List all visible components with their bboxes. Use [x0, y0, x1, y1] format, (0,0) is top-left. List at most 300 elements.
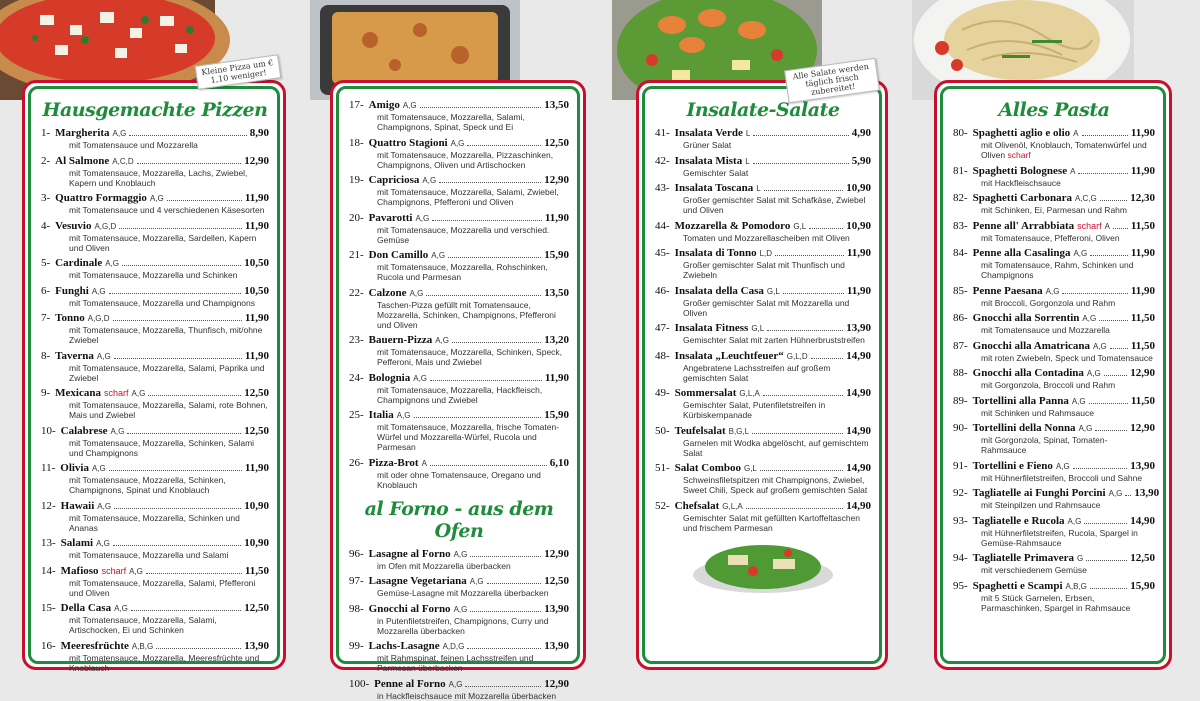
item-name: Al Salmone	[55, 154, 110, 167]
dot-leader	[470, 556, 541, 557]
item-name: Bolognia	[368, 371, 411, 384]
item-price: 12,90	[544, 174, 569, 186]
item-number: 93-	[953, 514, 968, 527]
item-name: Penne Paesana	[972, 284, 1043, 297]
item-price: 12,50	[244, 424, 269, 437]
menu-item-row	[953, 395, 1155, 408]
item-name: Insalata Toscana	[674, 182, 754, 194]
item-number: 1-	[41, 127, 51, 139]
menu-item	[655, 425, 871, 458]
dot-leader	[1125, 495, 1131, 496]
allergen-codes: A,G	[1086, 369, 1101, 378]
spicy-label: scharf	[1077, 220, 1102, 231]
item-description	[953, 380, 1155, 390]
item-price: 11,90	[544, 211, 569, 224]
dot-leader	[783, 293, 844, 294]
menu-item-row	[41, 462, 269, 475]
dot-leader	[1062, 293, 1127, 294]
dot-leader	[430, 380, 542, 381]
menu-item	[41, 387, 269, 420]
item-price: 10,50	[244, 284, 269, 297]
item-number: 48-	[655, 349, 670, 362]
item-number: 26-	[349, 456, 364, 469]
item-price: 11,90	[1130, 164, 1155, 177]
item-description	[41, 615, 269, 635]
item-description-text: mit Hühnerfiletstreifen, Rucola, Spargel in Gemüse-Rahmsauce	[981, 527, 1138, 548]
item-price: 12,90	[544, 677, 569, 690]
menu-item-row	[349, 99, 569, 112]
menu-item	[953, 127, 1155, 160]
menu-item-row	[41, 500, 269, 513]
item-description	[655, 298, 871, 318]
item-number: 25-	[349, 409, 364, 421]
item-price: 11,50	[1130, 312, 1155, 324]
item-name: Don Camillo	[368, 249, 429, 261]
menu-item-row	[41, 537, 269, 550]
item-price: 10,90	[244, 537, 269, 549]
allergen-codes: A,G	[114, 604, 128, 613]
menu-item	[655, 220, 871, 243]
dot-leader	[767, 330, 843, 331]
item-description-text: mit Steinpilzen und Rahmsauce	[981, 500, 1101, 510]
item-name: Lachs-Lasagne	[368, 640, 440, 652]
menu-item	[953, 285, 1155, 308]
item-name: Salat Comboo	[674, 462, 741, 474]
item-price: 13,90	[846, 322, 871, 334]
item-description-text: mit oder ohne Tomatensauce, Oregano und Knoblauch	[377, 469, 541, 490]
item-name: Italia	[368, 409, 394, 421]
menu-item	[655, 322, 871, 345]
menu-item-row	[953, 220, 1155, 233]
item-price: 11,90	[846, 247, 871, 259]
item-description-text: mit 5 Stück Garnelen, Erbsen, Parmaschinken, Spargel in Rahmsauce	[981, 592, 1131, 613]
item-name: Tagliatelle e Rucola	[972, 514, 1065, 527]
dot-leader	[775, 255, 844, 256]
item-description-text: mit Tomatensauce, Mozzarella, Sardellen, Kapern und Oliven	[69, 232, 257, 253]
allergen-codes: A,G	[1108, 489, 1123, 498]
item-name: Penne all' Arrabbiata	[972, 219, 1075, 232]
menu-item-row	[953, 515, 1155, 528]
item-description-text: mit Tomatensauce, Mozzarella, Salami, rote Bohnen, Mais und Zwiebel	[69, 400, 268, 420]
menu-item	[349, 99, 569, 132]
item-number: 43-	[655, 182, 670, 194]
item-price: 14,90	[1130, 514, 1155, 527]
menu-item	[349, 287, 569, 330]
panel-salate	[636, 80, 888, 670]
dot-leader	[426, 295, 541, 296]
menu-item-row	[41, 220, 269, 233]
menu-item-row	[349, 409, 569, 422]
item-number: 83-	[953, 219, 968, 232]
item-description	[349, 112, 569, 132]
dot-leader	[487, 583, 542, 584]
item-description-text: mit Tomatensauce und Mozzarella	[69, 140, 198, 150]
dot-leader	[467, 648, 541, 649]
item-price: 14,90	[846, 424, 871, 437]
dot-leader	[167, 200, 242, 201]
item-price: 13,50	[544, 286, 569, 299]
dot-leader	[1090, 588, 1127, 589]
panel-pizzen	[22, 80, 286, 673]
item-description-text: mit Olivenöl, Knoblauch, Tomatenwürfel und Oliven	[981, 140, 1147, 160]
item-price: 15,90	[1130, 579, 1155, 592]
item-description	[349, 150, 569, 170]
item-description	[655, 168, 871, 178]
menu-item	[655, 155, 871, 178]
dot-leader	[114, 508, 241, 509]
allergen-codes: A,G	[91, 286, 106, 296]
menu-item	[349, 678, 569, 701]
item-price: 11,90	[1130, 284, 1155, 297]
allergen-codes: A,G	[413, 373, 428, 383]
item-description	[41, 325, 269, 345]
item-price: 11,90	[244, 312, 269, 324]
menu-item	[349, 640, 569, 673]
allergen-codes: A,G	[105, 259, 120, 268]
item-number: 85-	[953, 284, 968, 297]
item-price: 12,50	[1130, 552, 1155, 564]
item-price: 12,30	[1130, 192, 1155, 204]
allergen-codes: G,L	[751, 324, 765, 333]
item-name: Cardinale	[55, 257, 103, 269]
item-description-text: mit Tomatensauce, Mozzarella, Hackfleisch, Champignons und Zwiebel	[377, 384, 543, 405]
item-price: 15,90	[544, 409, 569, 421]
item-description	[349, 470, 569, 490]
dot-leader	[439, 182, 541, 183]
item-description-text: Gemischter Salat	[683, 167, 749, 178]
item-description	[953, 205, 1155, 215]
item-name: Vesuvio	[55, 219, 92, 232]
dot-leader	[420, 107, 542, 108]
item-description-text: mit Tomatensauce und 4 verschiedenen Käsesorten	[69, 205, 265, 215]
menu-item	[655, 182, 871, 215]
dot-leader	[760, 470, 843, 471]
menu-item	[349, 334, 569, 367]
item-description	[953, 408, 1155, 418]
menu-item-row	[655, 425, 871, 438]
item-number: 42-	[655, 154, 670, 167]
allergen-codes: B,G,L	[728, 426, 750, 436]
item-name: Penne al Forno	[374, 677, 446, 690]
item-name: Bauern-Pizza	[368, 334, 433, 346]
item-name: Tortellini alla Panna	[972, 394, 1069, 407]
item-name: Gnocchi alla Sorrentin	[972, 312, 1080, 324]
menu-item	[349, 212, 569, 245]
item-number: 81-	[953, 164, 968, 177]
item-name: Insalata Fitness	[674, 322, 749, 334]
item-description	[349, 653, 569, 673]
menu-item	[41, 565, 269, 598]
menu-item-row	[41, 285, 269, 298]
dot-leader	[1113, 228, 1128, 229]
menu-item-row	[41, 155, 269, 168]
menu-item-row	[655, 127, 871, 140]
item-description	[349, 616, 569, 636]
item-name: Taverna	[55, 349, 94, 362]
item-description-text: im Ofen mit Mozzarella überbacken	[377, 560, 511, 571]
menu-item-row	[349, 287, 569, 300]
panel-pasta	[934, 80, 1172, 670]
item-number: 91-	[953, 459, 968, 472]
item-name: Sommersalat	[674, 387, 737, 399]
item-price: 14,90	[846, 462, 871, 474]
menu-item	[953, 165, 1155, 188]
item-description	[41, 653, 269, 673]
item-number: 9-	[41, 387, 51, 399]
panel-pizzen-forno	[330, 80, 586, 701]
item-price: 11,90	[244, 192, 269, 204]
item-number: 18-	[349, 136, 364, 149]
menu-item	[41, 312, 269, 345]
item-price: 13,50	[544, 99, 569, 111]
forno-heading: al Forno - aus dem Ofen	[364, 497, 554, 542]
dot-leader	[809, 228, 843, 229]
item-price: 5,90	[851, 154, 871, 167]
dot-leader	[1078, 173, 1127, 174]
allergen-codes: G,L	[743, 464, 757, 473]
menu-item	[349, 174, 569, 207]
dot-leader	[452, 342, 541, 343]
item-number: 87-	[953, 339, 968, 352]
item-description-text: in Putenfiletstreifen, Champignons, Curry und Mozzarella überbacken	[377, 615, 549, 636]
item-description-text: Schweinsfiletspitzen mit Champignons, Zwiebel, Sweet Chili, Speck auf großem gemischten Salat	[683, 475, 868, 495]
allergen-codes: A,G	[469, 577, 484, 586]
item-number: 99-	[349, 640, 364, 652]
allergen-codes: A,G	[409, 288, 424, 298]
forno-list	[349, 548, 569, 701]
item-description-text: mit Tomatensauce, Rahm, Schinken und Champignons	[981, 260, 1134, 280]
allergen-codes: A,G	[1082, 314, 1097, 323]
menu-item-row	[349, 212, 569, 225]
item-description-text: mit Tomatensauce, Pfefferoni, Oliven	[981, 232, 1120, 243]
menu-item-row	[655, 285, 871, 298]
item-name: Hawaii	[60, 499, 95, 512]
item-description	[41, 270, 269, 280]
menu-item	[655, 350, 871, 383]
item-number: 45-	[655, 247, 670, 259]
item-price: 15,90	[544, 249, 569, 261]
item-number: 15-	[41, 602, 56, 614]
menu-item	[655, 387, 871, 420]
menu-item-row	[953, 367, 1155, 380]
menu-item	[349, 548, 569, 571]
allergen-codes: A,G	[112, 129, 127, 138]
item-number: 11-	[41, 462, 56, 474]
dot-leader	[430, 465, 547, 466]
allergen-codes: A,G	[1067, 516, 1082, 526]
item-description-text: mit Schinken, Ei, Parmesan und Rahm	[981, 205, 1127, 215]
item-number: 84-	[953, 247, 968, 259]
dot-leader	[113, 545, 241, 546]
item-number: 44-	[655, 219, 670, 232]
item-description-text: Gemischter Salat mit zarten Hühnerbruststreifen	[683, 335, 865, 345]
item-description	[953, 325, 1155, 335]
item-description	[41, 578, 269, 598]
menu-item	[349, 137, 569, 170]
item-description-text: mit Rahmspinat, feinen Lachsstreifen und Parmesan überbacken	[377, 653, 534, 673]
dot-leader	[1086, 560, 1127, 561]
item-description-text: mit Tomatensauce, Mozzarella und Champignons	[69, 297, 255, 308]
allergen-codes: A,G	[435, 336, 449, 345]
item-description-text: mit Broccoli, Gorgonzola und Rahm	[981, 297, 1116, 308]
item-description	[41, 168, 269, 188]
menu-item	[349, 249, 569, 282]
menu-item-row	[349, 137, 569, 150]
item-number: 100-	[349, 677, 370, 690]
item-price: 12,90	[1130, 422, 1155, 434]
menu-item	[41, 257, 269, 280]
item-description	[953, 435, 1155, 455]
spicy-label: scharf	[101, 565, 127, 576]
menu-item	[655, 127, 871, 150]
item-description-text: Großer gemischter Salat mit Mozzarella und Oliven	[683, 297, 850, 318]
menu-item	[655, 462, 871, 495]
menu-item-row	[349, 249, 569, 262]
dot-leader	[113, 320, 242, 321]
item-description-text: mit Gorgonzola, Spinat, Tomaten- Rahmsauce	[981, 435, 1108, 455]
item-name: Pizza-Brot	[368, 456, 419, 469]
menu-item-row	[953, 165, 1155, 178]
item-description	[953, 528, 1155, 548]
item-number: 13-	[41, 537, 56, 549]
menu-item	[953, 395, 1155, 418]
dot-leader	[1090, 255, 1128, 256]
menu-item-row	[349, 457, 569, 470]
item-name: Amigo	[368, 99, 400, 111]
menu-item	[953, 247, 1155, 280]
item-price: 11,90	[1130, 247, 1155, 259]
item-price: 13,90	[544, 602, 569, 615]
item-number: 20-	[349, 211, 364, 224]
item-name: Teufelsalat	[674, 424, 726, 437]
dot-leader	[470, 611, 541, 612]
item-description	[655, 438, 871, 458]
dot-leader	[467, 145, 541, 146]
item-description	[655, 513, 871, 533]
item-description	[41, 363, 269, 383]
menu-item	[953, 580, 1155, 613]
item-description	[41, 438, 269, 458]
item-price: 12,90	[1130, 367, 1155, 379]
menu-item	[349, 457, 569, 490]
item-description-text: mit Tomatensauce, Mozzarella, Thunfisch, mit/ohne Zwiebel	[69, 325, 263, 345]
item-description-text: mit Hackfleischsauce	[981, 177, 1061, 188]
menu-item-row	[953, 285, 1155, 298]
menu-item	[953, 460, 1155, 483]
menu-item-row	[349, 334, 569, 347]
allergen-codes: A,G	[450, 138, 465, 148]
item-name: Lasagne al Forno	[368, 547, 451, 560]
item-description	[41, 205, 269, 215]
item-name: Gnocchi al Forno	[368, 602, 451, 615]
menu-item	[953, 220, 1155, 243]
item-price: 11,90	[244, 462, 269, 474]
item-description-text: mit roten Zwiebeln, Speck und Tomatensauce	[981, 352, 1153, 363]
item-description-text: mit Tomatensauce, Mozzarella, Salami, Zwiebel, Champignons, Pfefferoni und Oliven	[377, 187, 559, 207]
dot-leader	[465, 686, 541, 687]
item-name: Spaghetti Carbonara	[972, 192, 1072, 204]
dot-leader	[114, 358, 242, 359]
allergen-codes: A,G	[402, 101, 417, 110]
item-description-text: mit Tomatensauce, Mozzarella, Lachs, Zwiebel, Kapern und Knoblauch	[69, 167, 248, 188]
item-number: 46-	[655, 284, 670, 297]
menu-item-row	[953, 422, 1155, 435]
item-price: 8,90	[249, 127, 269, 139]
menu-item-row	[41, 257, 269, 270]
item-description-text: mit Tomatensauce, Mozzarella, Schinken, Speck, Pefferoni, Mais und Zwiebel	[377, 347, 563, 367]
item-description	[953, 233, 1155, 243]
menu-item-row	[41, 640, 269, 653]
item-number: 41-	[655, 127, 670, 139]
item-description-text: Großer gemischter Salat mit Thunfisch und Zwiebeln	[683, 260, 845, 280]
menu-item	[41, 602, 269, 635]
item-description	[655, 475, 871, 495]
item-description	[655, 400, 871, 420]
allergen-codes: A,G,D	[87, 314, 110, 323]
allergen-codes: A,G	[97, 501, 112, 511]
item-description	[41, 298, 269, 308]
item-description	[953, 500, 1155, 510]
item-name: Insalata Verde	[674, 127, 743, 139]
item-description-text: mit Tomatensauce, Mozzarella, Schinken und Ananas	[69, 512, 240, 533]
item-number: 12-	[41, 499, 56, 512]
item-description	[41, 140, 269, 150]
menu-item	[41, 500, 269, 533]
menu-item	[41, 127, 269, 150]
item-number: 6-	[41, 284, 51, 297]
item-description	[655, 260, 871, 280]
item-number: 19-	[349, 174, 364, 186]
item-name: Meeresfrüchte	[60, 639, 129, 652]
item-name: Spaghetti aglio e olio	[972, 127, 1071, 139]
item-number: 4-	[41, 219, 51, 232]
item-description	[349, 262, 569, 282]
menu-item	[41, 192, 269, 215]
item-price: 12,90	[244, 154, 269, 167]
item-description-text: mit verschiedenem Gemüse	[981, 565, 1087, 575]
item-price: 14,90	[846, 387, 871, 399]
menu-item	[349, 409, 569, 452]
allergen-codes: A,G	[431, 251, 446, 260]
item-description	[349, 422, 569, 452]
item-number: 89-	[953, 394, 968, 407]
allergen-codes: L	[756, 184, 761, 193]
menu-item-row	[349, 548, 569, 561]
item-description	[953, 353, 1155, 363]
item-description-text: Grüner Salat	[683, 140, 732, 150]
menu-item-row	[655, 220, 871, 233]
item-description-text: Angebratene Lachsstreifen auf großem gemischten Salat	[683, 362, 831, 383]
spicy-label: scharf	[1007, 150, 1031, 160]
dot-leader	[156, 648, 241, 649]
dot-leader	[1073, 468, 1128, 469]
item-name: Capriciosa	[368, 174, 420, 186]
menu-item	[953, 422, 1155, 455]
menu-item-row	[655, 500, 871, 513]
dot-leader	[109, 293, 242, 294]
pizzen-list	[41, 127, 269, 673]
menu-item-row	[655, 155, 871, 168]
item-number: 7-	[41, 312, 51, 324]
menu-item-row	[953, 127, 1155, 140]
menu-item-row	[953, 552, 1155, 565]
item-price: 12,50	[244, 602, 269, 614]
item-number: 24-	[349, 371, 364, 384]
item-name: Chefsalat	[674, 499, 720, 512]
item-number: 5-	[41, 257, 51, 269]
small-pizza-note: Kleine Pizza um € 1,10 weniger!	[195, 54, 282, 89]
menu-item	[41, 537, 269, 560]
